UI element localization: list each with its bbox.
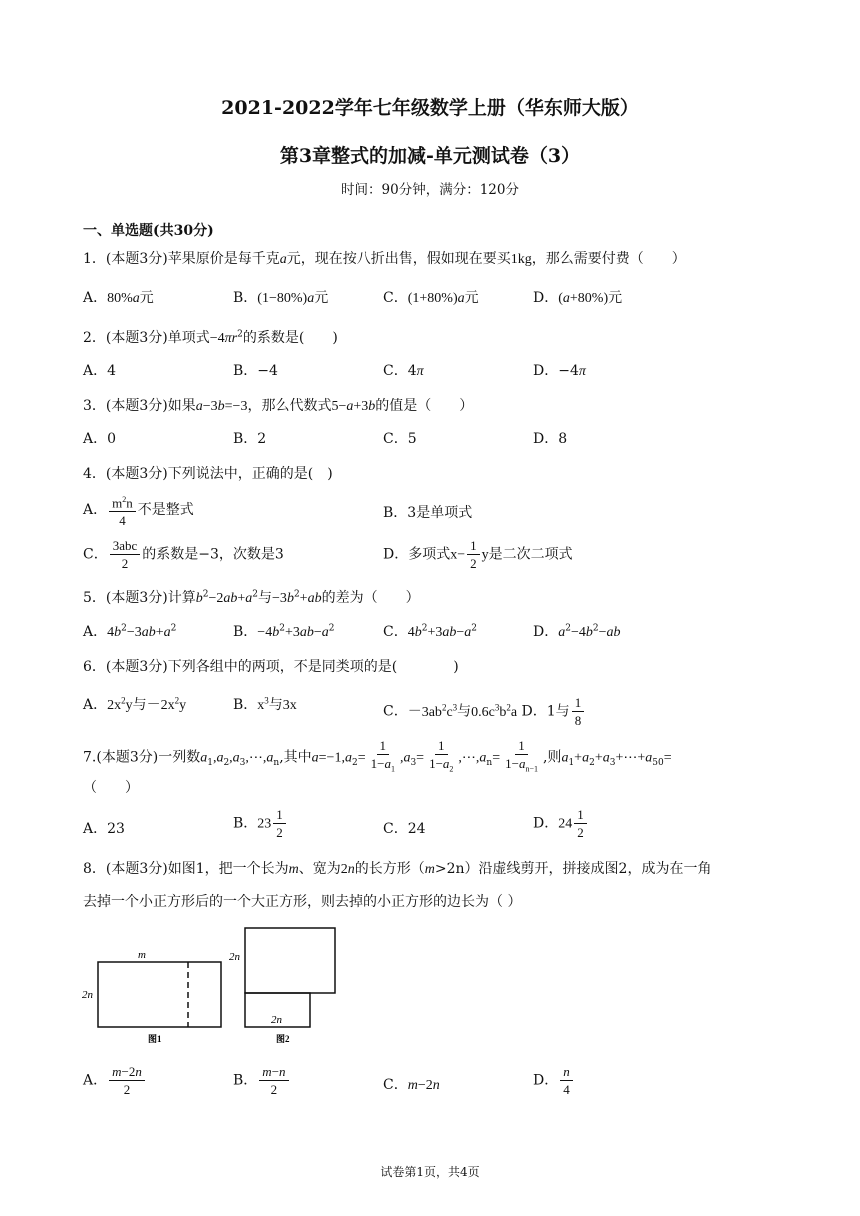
question-6: 6．(本题3分)下列各组中的两项，不是同类项的是( ) [83,659,459,675]
q3-option-c[interactable]: C．5 [383,431,417,447]
q5-option-d[interactable]: D．$a^2-4b^2-ab$ [533,623,621,640]
q2-option-a[interactable]: A．4 [83,363,117,379]
q4-option-c[interactable]: C． $\frac{\text{3abc}}{2}$ 的系数是−3，次数是3 [83,538,284,571]
q7-option-d[interactable]: D．24 $\frac{1}{2}$ [533,806,589,841]
fig2-big-rect [245,928,335,993]
q7-option-c[interactable]: C．24 [383,821,426,837]
q8-option-b[interactable]: B． $\frac{m-n}{2}$ [233,1063,291,1098]
q5-option-a[interactable]: A．$4b^2-3ab+a^2$ [83,623,177,640]
question-8-cont: 去掉一个小正方形后的一个大正方形，则去掉的小正方形的边长为（ ） [83,894,522,910]
fig1-side-label: 2n [82,989,93,1001]
fig1-top-label: m [138,949,146,961]
q6-option-a[interactable]: A．$2x^2y$与$-2x^2y$ [83,695,187,713]
fig1-rectangle [98,962,221,1027]
q5-option-b[interactable]: B．$-4b^2+3ab-a^2$ [233,623,335,640]
question-1: 1．(本题3分)苹果原价是每千克a元，现在按八折出售，假如现在要买1kg，那么需要付费（ ） [83,251,686,267]
q1-option-a[interactable]: A．80%a元 [83,290,154,306]
q6-option-c[interactable]: C．$-3ab^2c^3$与$0.6c^3b^2a$ D．1与 $\frac{1}{8}$ [383,694,586,729]
question-5: 5．(本题3分)计算$b^2-2ab+a^2$与$-3b^2+ab$的差为（ ） [83,589,420,606]
exam-info: 时间：90分钟，满分：120分 [341,182,519,198]
q8-option-d[interactable]: D． $\frac{n}{4}$ [533,1063,575,1098]
page-footer: 试卷第1页，共4页 [380,1165,480,1179]
q2-option-d[interactable]: D．−4π [533,363,586,379]
q4-option-a[interactable]: A． $\frac{m^2n}{4}$ 不是整式 [83,491,194,529]
q3-option-d[interactable]: D．8 [533,431,568,447]
fig2-side-label: 2n [229,951,240,963]
question-4: 4．(本题3分)下列说法中，正确的是( ) [83,466,333,482]
q1-option-c[interactable]: C．(1+80%)a元 [383,290,479,306]
q3-option-b[interactable]: B．2 [233,431,267,447]
figure-rectangles [78,922,348,1047]
q7-option-b[interactable]: B．23 $\frac{1}{2}$ [233,806,288,841]
q1-option-d[interactable]: D．(a+80%)元 [533,290,623,306]
q8-option-a[interactable]: A． $\frac{m-2n}{2}$ [83,1063,147,1098]
section-heading: 一、单选题(共30分) [83,223,214,239]
q8-option-c[interactable]: C．m−2n [383,1077,440,1093]
q2-option-c[interactable]: C．4π [383,363,424,379]
question-7: 7.(本题3分)一列数$a_1,a_2,a_3,\cdots,a_n$,其中$a=-1,a_2=$ $\frac{1}{1-a_1}$ $,a_3=$ $\frac{1}{1-a_2}$ $,\cdots,a_n=$ $\frac{1}{1-a_{n-1}}$ ,则$a_1+a_2+a_3+\cdots+a_{50}=$ [83,738,672,774]
q5-option-c[interactable]: C．$4b^2+3ab-a^2$ [383,623,477,640]
question-2: 2．(本题3分)单项式$-4\pi r^2$的系数是( ) [83,329,338,346]
q1-option-b[interactable]: B．(1−80%)a元 [233,290,329,306]
question-3: 3．(本题3分)如果a−3b=−3，那么代数式5−a+3b的值是（ ） [83,398,474,414]
fig1-caption: 图1 [148,1034,162,1044]
fig2-inner-label: 2n [271,1014,282,1026]
page-title: 2021-2022学年七年级数学上册（华东师大版） [221,97,639,119]
question-8: 8．(本题3分)如图1，把一个长为m、宽为2n的长方形（m>2n）沿虚线剪开，拼接成图2，成为在一角 [83,861,712,877]
q6-option-b[interactable]: B．$x^3$与3x [233,695,297,713]
page-subtitle: 第3章整式的加减-单元测试卷（3） [279,145,581,167]
q4-option-d[interactable]: D．多项式x− $\frac{1}{2}$ y是二次二项式 [383,538,573,571]
q3-option-a[interactable]: A．0 [83,431,117,447]
q7-option-a[interactable]: A．23 [83,821,125,837]
fig2-caption: 图2 [276,1034,290,1044]
q4-option-b[interactable]: B．3是单项式 [383,505,473,521]
q2-option-b[interactable]: B．−4 [233,363,278,379]
question-7-blank: （ ） [83,780,139,796]
